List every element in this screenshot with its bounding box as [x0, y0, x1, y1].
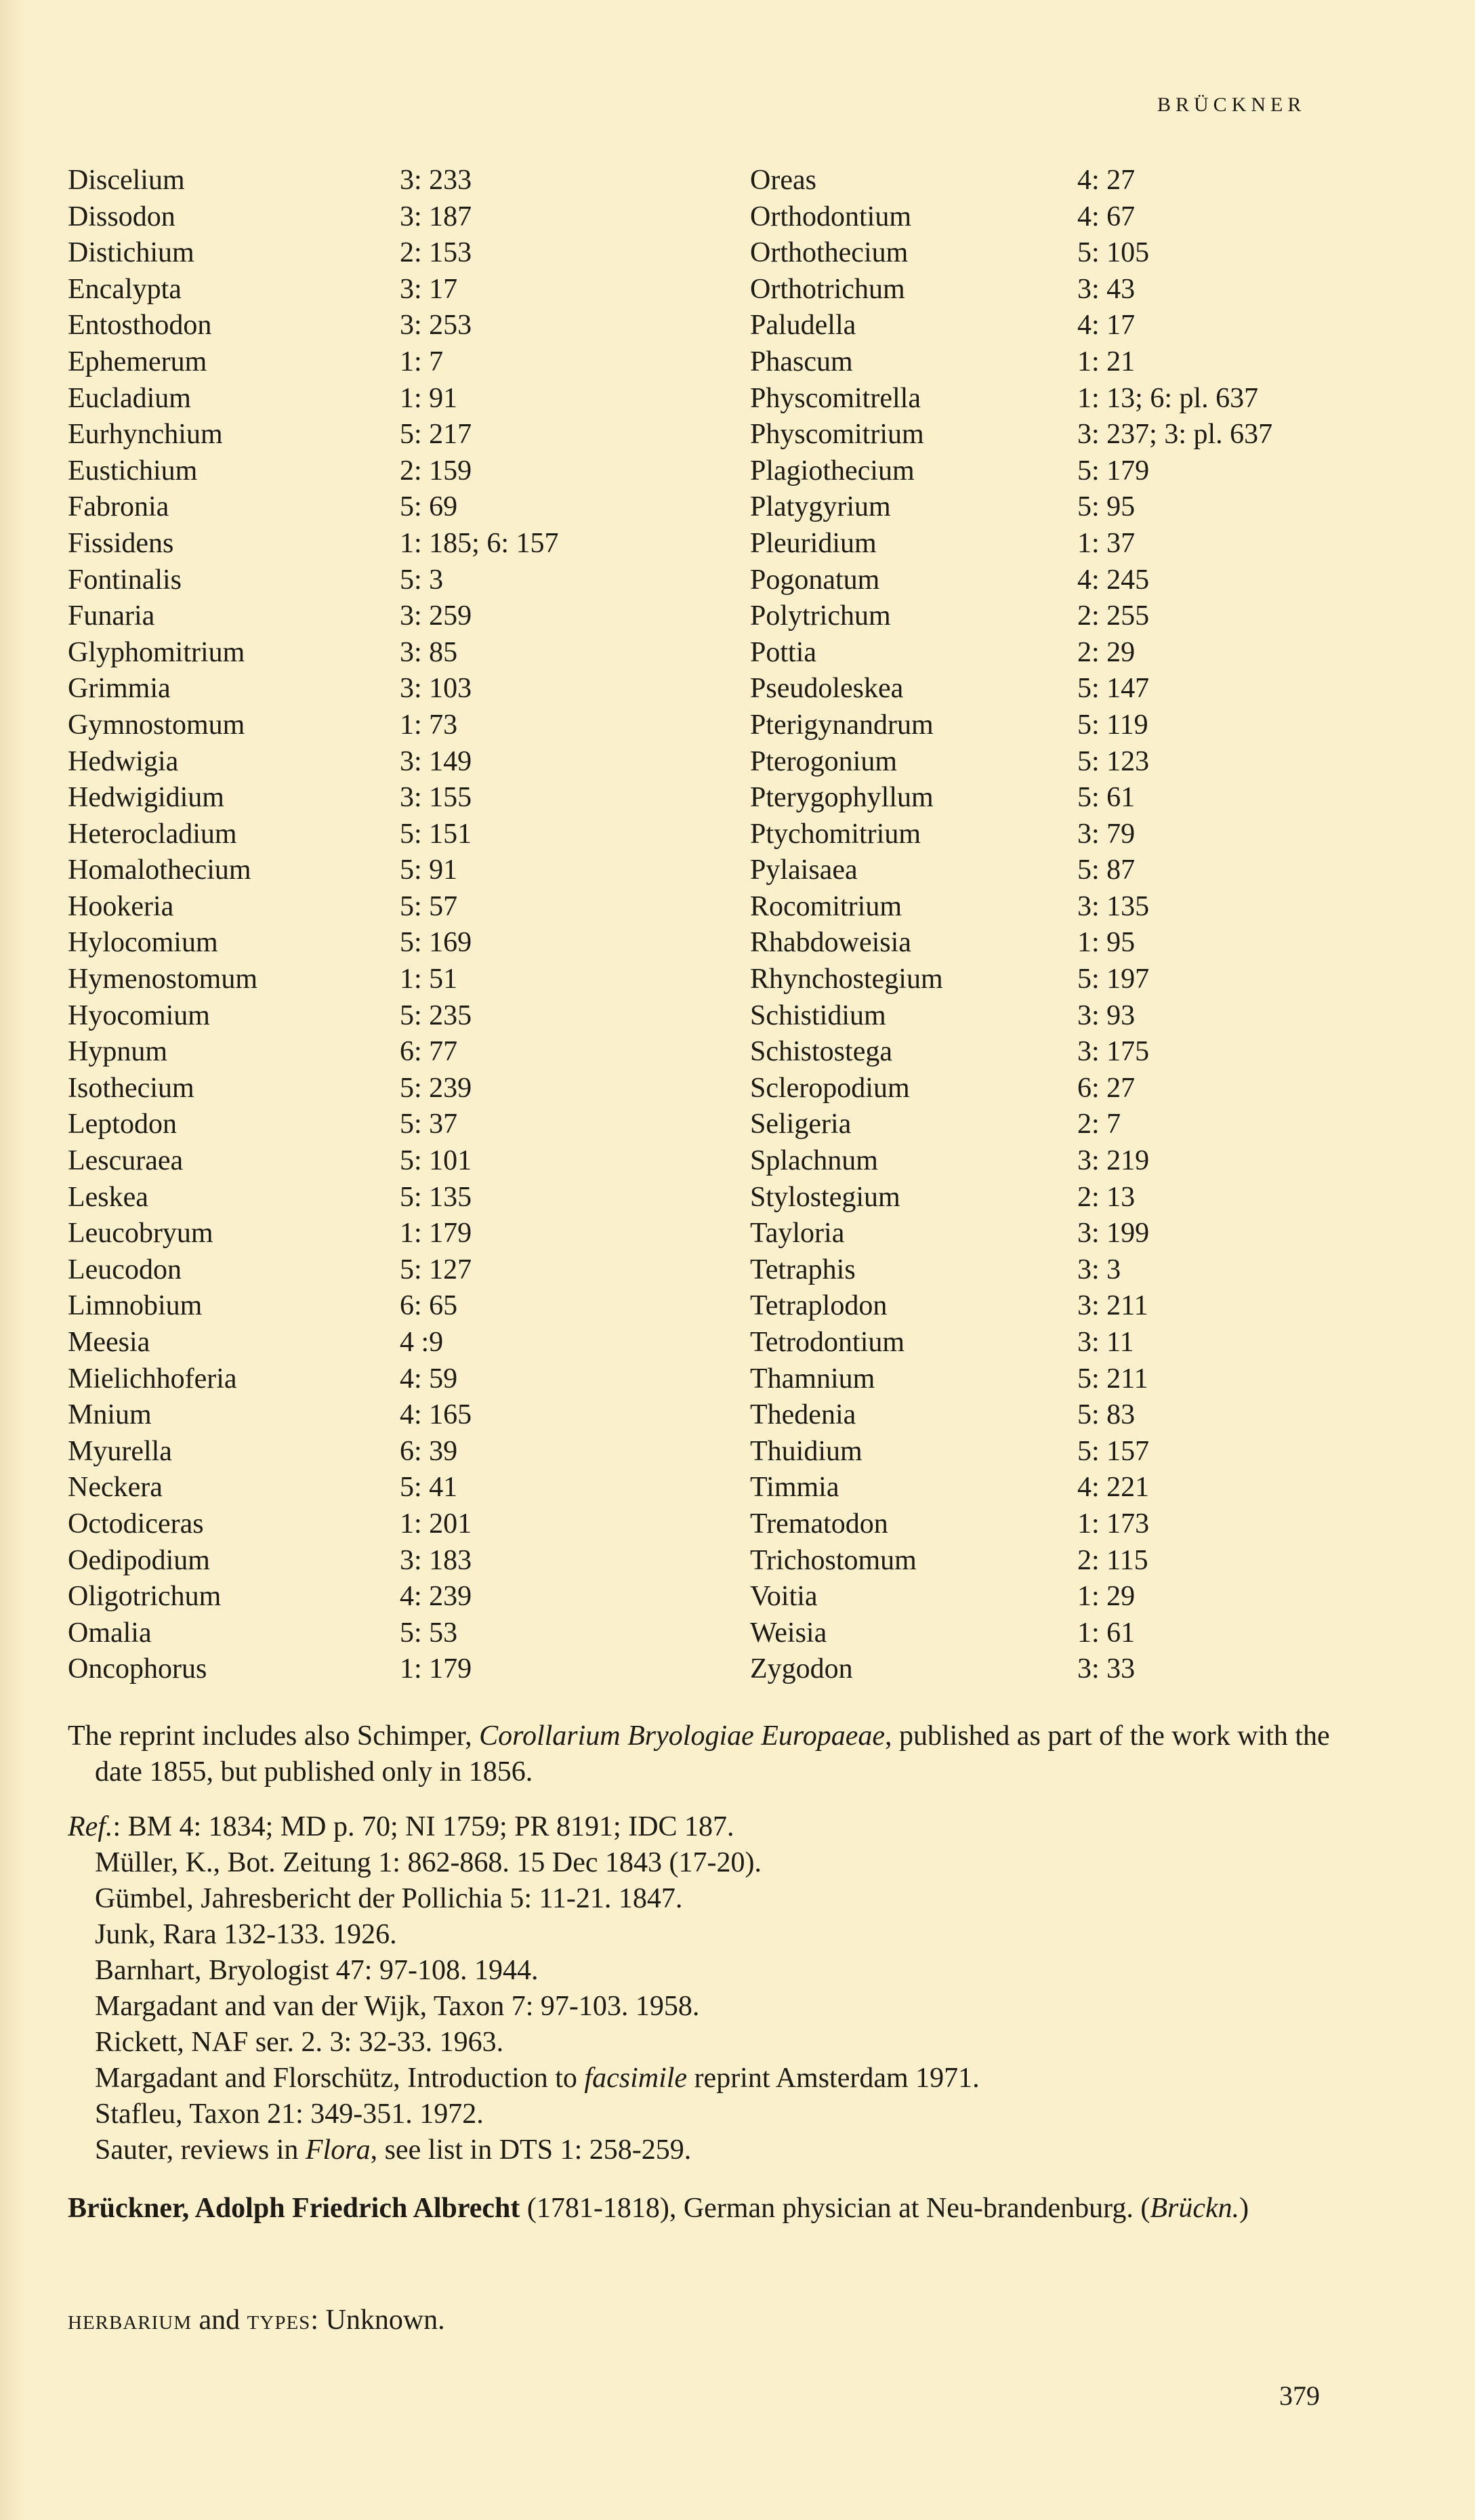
- volume-page-ref: 5: 95: [1077, 491, 1136, 523]
- volume-page-ref: 3: 33: [1077, 1653, 1136, 1685]
- volume-page-ref: 1: 185; 6: 157: [400, 527, 559, 559]
- index-entry: [750, 199, 1428, 236]
- volume-page-ref: 3: 3: [1077, 1254, 1121, 1285]
- genus-name: Leucobryum: [68, 1218, 213, 1249]
- index-entry: [68, 1361, 678, 1398]
- index-entry: [68, 1071, 678, 1107]
- volume-page-ref: 3: 43: [1077, 273, 1136, 305]
- reference-line: Barnhart, Bryologist 47: 97-108. 1944.: [95, 1955, 539, 1986]
- volume-page-ref: 2: 159: [400, 455, 472, 487]
- ref-first-line: [68, 1809, 980, 1845]
- genus-name: Orthotrichum: [750, 273, 905, 305]
- index-entry: [68, 1434, 678, 1470]
- genus-name: Physcomitrium: [750, 419, 924, 451]
- index-entry: [750, 707, 1428, 744]
- genus-name: Dissodon: [68, 201, 175, 232]
- index-entry: [68, 707, 678, 744]
- genus-name: Isothecium: [68, 1072, 194, 1104]
- volume-page-ref: 4: 67: [1077, 201, 1136, 232]
- volume-page-ref: 5: 83: [1077, 1399, 1136, 1431]
- index-entry: [68, 199, 678, 236]
- genus-name: Meesia: [68, 1327, 150, 1358]
- index-entry: [68, 635, 678, 672]
- genus-name: Paludella: [750, 310, 856, 342]
- volume-page-ref: 1: 37: [1077, 527, 1136, 559]
- genus-name: Orthothecium: [750, 237, 909, 269]
- index-entry: [750, 671, 1428, 707]
- index-entry: [750, 562, 1428, 599]
- genus-name: Weisia: [750, 1617, 827, 1649]
- genus-name: Limnobium: [68, 1290, 203, 1322]
- index-entry: [750, 1325, 1428, 1361]
- index-entry: [68, 817, 678, 853]
- index-entry: [68, 1252, 678, 1289]
- volume-page-ref: 5: 127: [400, 1254, 472, 1285]
- volume-page-ref: 5: 135: [400, 1181, 472, 1213]
- genus-name: Glyphomitrium: [68, 636, 245, 668]
- references-list: [68, 1809, 980, 2168]
- volume-page-ref: 5: 41: [400, 1472, 458, 1504]
- genus-name: Lescuraea: [68, 1145, 184, 1177]
- volume-page-ref: 2: 7: [1077, 1109, 1121, 1140]
- index-entry: [68, 1034, 678, 1071]
- index-entry: [68, 344, 678, 381]
- genus-name: Entosthodon: [68, 310, 212, 342]
- genus-name: Myurella: [68, 1435, 172, 1467]
- genus-name: Leskea: [68, 1181, 148, 1213]
- index-entry: [68, 1543, 678, 1579]
- volume-page-ref: 5: 123: [1077, 745, 1150, 777]
- volume-page-ref: 5: 235: [400, 999, 472, 1031]
- volume-page-ref: 5: 53: [400, 1617, 458, 1649]
- index-entry: [750, 744, 1428, 781]
- volume-page-ref: 4: 27: [1077, 165, 1136, 196]
- volume-page-ref: 1: 61: [1077, 1617, 1136, 1649]
- index-entry: [68, 453, 678, 490]
- genus-name: Oedipodium: [68, 1544, 210, 1576]
- volume-page-ref: 2: 29: [1077, 636, 1136, 668]
- index-entry: [750, 1506, 1428, 1543]
- volume-page-ref: 3: 149: [400, 745, 472, 777]
- index-entry: [68, 1579, 678, 1615]
- genus-name: Neckera: [68, 1472, 163, 1504]
- index-entry: [68, 1288, 678, 1325]
- volume-page-ref: 5: 147: [1077, 673, 1150, 705]
- volume-page-ref: 3: 135: [1077, 890, 1150, 922]
- genus-name: Thedenia: [750, 1399, 856, 1431]
- genus-index-left-column: [68, 163, 678, 1688]
- genus-name: Eustichium: [68, 455, 198, 487]
- ref-text: Margadant and Florschütz, Introduction to: [95, 2063, 585, 2094]
- volume-page-ref: 3: 233: [400, 165, 472, 196]
- genus-name: Voitia: [750, 1581, 818, 1613]
- volume-page-ref: 4: 245: [1077, 564, 1150, 596]
- volume-page-ref: 5: 119: [1077, 709, 1148, 741]
- genus-name: Hyocomium: [68, 999, 210, 1031]
- genus-name: Trematodon: [750, 1508, 888, 1540]
- volume-page-ref: 1: 51: [400, 964, 458, 995]
- genus-name: Phascum: [750, 346, 853, 377]
- index-entry: [750, 453, 1428, 490]
- index-entry: [750, 1107, 1428, 1143]
- volume-page-ref: 5: 87: [1077, 854, 1136, 886]
- genus-name: Thamnium: [750, 1363, 875, 1395]
- index-entry: [750, 1143, 1428, 1180]
- index-entry: [68, 381, 678, 417]
- genus-name: Encalypta: [68, 273, 182, 305]
- genus-index-right-column: [750, 163, 1428, 1688]
- index-entry: [68, 671, 678, 707]
- index-entry: [750, 1470, 1428, 1506]
- ref-text: , see list in DTS 1: 258-259.: [370, 2134, 692, 2166]
- genus-name: Heterocladium: [68, 818, 237, 850]
- volume-page-ref: 3: 187: [400, 201, 472, 232]
- ref-first-text: : BM 4: 1834; MD p. 70; NI 1759; PR 8191; IDC 187.: [112, 1811, 734, 1842]
- reference-line: Stafleu, Taxon 21: 349-351. 1972.: [95, 2099, 484, 2130]
- volume-page-ref: 5: 105: [1077, 237, 1150, 269]
- volume-page-ref: 1: 73: [400, 709, 458, 741]
- index-entry: [68, 1615, 678, 1652]
- genus-name: Ephemerum: [68, 346, 207, 377]
- genus-name: Eurhynchium: [68, 419, 223, 451]
- reference-line-sauter: [68, 2132, 980, 2168]
- volume-page-ref: 5: 211: [1077, 1363, 1148, 1395]
- genus-name: Rocomitrium: [750, 890, 902, 922]
- index-entry: [750, 381, 1428, 417]
- genus-name: Funaria: [68, 600, 155, 632]
- volume-page-ref: 1: 173: [1077, 1508, 1150, 1540]
- biography-close: ): [1239, 2193, 1249, 2224]
- index-entry: [68, 1470, 678, 1506]
- index-entry: [68, 744, 678, 781]
- genus-name: Fabronia: [68, 491, 169, 523]
- reference-line: Rickett, NAF ser. 2. 3: 32-33. 1963.: [95, 2027, 504, 2058]
- index-entry: [750, 163, 1428, 199]
- genus-name: Oligotrichum: [68, 1581, 222, 1613]
- volume-page-ref: 2: 13: [1077, 1181, 1136, 1213]
- volume-page-ref: 5: 239: [400, 1072, 472, 1104]
- index-entry: [750, 1034, 1428, 1071]
- ref-italic: facsimile: [584, 2063, 688, 2094]
- volume-page-ref: 5: 101: [400, 1145, 472, 1177]
- index-entry: [750, 852, 1428, 889]
- index-entry: [68, 1216, 678, 1252]
- reference-line: Müller, K., Bot. Zeitung 1: 862-868. 15 Dec 1843 (17-20).: [95, 1847, 762, 1878]
- index-entry: [68, 1651, 678, 1688]
- volume-page-ref: 5: 3: [400, 564, 444, 596]
- index-entry: [750, 925, 1428, 962]
- index-entry: [750, 598, 1428, 635]
- note-text-end: , published as part of the work with the date 1855, but published only in 1856.: [95, 1720, 1330, 1788]
- running-head: BRÜCKNER: [1157, 94, 1306, 116]
- genus-name: Hookeria: [68, 890, 174, 922]
- genus-name: Octodiceras: [68, 1508, 204, 1540]
- note-text: The reprint includes also Schimper,: [68, 1720, 480, 1752]
- genus-name: Pterygophyllum: [750, 782, 934, 814]
- genus-name: Distichium: [68, 237, 194, 269]
- ref-label: Ref.: [68, 1811, 113, 1842]
- index-entry: [68, 1143, 678, 1180]
- genus-name: Tetraphis: [750, 1254, 856, 1285]
- biography-entry: [68, 2190, 1335, 2227]
- reprint-note: [68, 1718, 1335, 1790]
- volume-page-ref: 3: 155: [400, 782, 472, 814]
- genus-name: Homalothecium: [68, 854, 251, 886]
- index-entry: [750, 998, 1428, 1035]
- volume-page-ref: 4: 239: [400, 1581, 472, 1613]
- genus-name: Stylostegium: [750, 1181, 900, 1213]
- volume-page-ref: 6: 27: [1077, 1072, 1136, 1104]
- page-edge-shadow: [0, 0, 27, 2520]
- genus-name: Fissidens: [68, 527, 174, 559]
- genus-name: Physcomitrella: [750, 382, 921, 414]
- volume-page-ref: 3: 103: [400, 673, 472, 705]
- volume-page-ref: 3: 259: [400, 600, 472, 632]
- genus-name: Oncophorus: [68, 1653, 207, 1685]
- volume-page-ref: 1: 201: [400, 1508, 472, 1540]
- genus-name: Grimmia: [68, 673, 171, 705]
- index-entry: [750, 1216, 1428, 1252]
- genus-name: Discelium: [68, 165, 185, 196]
- volume-page-ref: 1: 91: [400, 382, 458, 414]
- genus-name: Hypnum: [68, 1036, 167, 1068]
- note-italic-title: Corollarium Bryologiae Europaeae: [479, 1720, 885, 1752]
- volume-page-ref: 3: 175: [1077, 1036, 1150, 1068]
- volume-page-ref: 5: 217: [400, 419, 472, 451]
- genus-name: Plagiothecium: [750, 455, 915, 487]
- genus-name: Tetraplodon: [750, 1290, 888, 1322]
- index-entry: [68, 1506, 678, 1543]
- volume-page-ref: 2: 255: [1077, 600, 1150, 632]
- volume-page-ref: 3: 237; 3: pl. 637: [1077, 419, 1273, 451]
- genus-name: Scleropodium: [750, 1072, 910, 1104]
- genus-name: Gymnostomum: [68, 709, 245, 741]
- index-entry: [68, 962, 678, 998]
- volume-page-ref: 1: 21: [1077, 346, 1136, 377]
- volume-page-ref: 4 :9: [400, 1327, 444, 1358]
- index-entry: [750, 1543, 1428, 1579]
- index-entry: [750, 526, 1428, 562]
- index-entry: [750, 1579, 1428, 1615]
- ref-text: Sauter, reviews in: [95, 2134, 306, 2166]
- index-entry: [68, 308, 678, 344]
- volume-page-ref: 4: 17: [1077, 310, 1136, 342]
- volume-page-ref: 3: 79: [1077, 818, 1136, 850]
- index-entry: [68, 852, 678, 889]
- volume-page-ref: 5: 157: [1077, 1435, 1150, 1467]
- volume-page-ref: 6: 39: [400, 1435, 458, 1467]
- index-entry: [750, 344, 1428, 381]
- index-entry: [750, 1252, 1428, 1289]
- genus-name: Hedwigia: [68, 745, 179, 777]
- volume-page-ref: 1: 13; 6: pl. 637: [1077, 382, 1259, 414]
- volume-page-ref: 2: 115: [1077, 1544, 1148, 1576]
- index-entry: [750, 1615, 1428, 1652]
- volume-page-ref: 3: 199: [1077, 1218, 1150, 1249]
- volume-page-ref: 4: 59: [400, 1363, 458, 1395]
- volume-page-ref: 1: 179: [400, 1653, 472, 1685]
- index-entry: [68, 889, 678, 926]
- volume-page-ref: 3: 183: [400, 1544, 472, 1576]
- genus-name: Pterogonium: [750, 745, 897, 777]
- volume-page-ref: 4: 165: [400, 1399, 472, 1431]
- reference-line: Gümbel, Jahresbericht der Pollichia 5: 11-21. 1847.: [95, 1883, 683, 1914]
- volume-page-ref: 3: 85: [400, 636, 458, 668]
- index-entry: [750, 817, 1428, 853]
- genus-name: Fontinalis: [68, 564, 182, 596]
- herbarium-line: [68, 2304, 445, 2336]
- index-entry: [68, 1325, 678, 1361]
- genus-name: Splachnum: [750, 1145, 878, 1177]
- genus-name: Leucodon: [68, 1254, 182, 1285]
- index-entry: [68, 780, 678, 817]
- index-entry: [750, 1180, 1428, 1216]
- volume-page-ref: 5: 61: [1077, 782, 1136, 814]
- genus-name: Orthodontium: [750, 201, 911, 232]
- volume-page-ref: 5: 169: [400, 927, 472, 959]
- reprint-note-paragraph: [68, 1718, 1335, 1790]
- genus-name: Pleuridium: [750, 527, 877, 559]
- index-entry: [750, 489, 1428, 526]
- volume-page-ref: 6: 65: [400, 1290, 458, 1322]
- volume-page-ref: 5: 69: [400, 491, 458, 523]
- index-entry: [750, 1397, 1428, 1434]
- volume-page-ref: 4: 221: [1077, 1472, 1150, 1504]
- genus-name: Ptychomitrium: [750, 818, 921, 850]
- herbarium-and: and: [192, 2305, 247, 2336]
- index-entry: [750, 962, 1428, 998]
- genus-name: Zygodon: [750, 1653, 853, 1685]
- genus-name: Mnium: [68, 1399, 152, 1431]
- volume-page-ref: 1: 29: [1077, 1581, 1136, 1613]
- index-entry: [68, 417, 678, 453]
- volume-page-ref: 5: 37: [400, 1109, 458, 1140]
- genus-name: Eucladium: [68, 382, 191, 414]
- genus-name: Hylocomium: [68, 927, 218, 959]
- herbarium-value: : Unknown.: [310, 2305, 445, 2336]
- genus-name: Pogonatum: [750, 564, 880, 596]
- volume-page-ref: 3: 17: [400, 273, 458, 305]
- index-entry: [750, 1071, 1428, 1107]
- ref-italic: Flora: [305, 2134, 371, 2166]
- reference-line: Margadant and van der Wijk, Taxon 7: 97-103. 1958.: [95, 1991, 700, 2022]
- index-entry: [750, 1651, 1428, 1688]
- genus-name: Timmia: [750, 1472, 839, 1504]
- volume-page-ref: 5: 57: [400, 890, 458, 922]
- index-entry: [750, 889, 1428, 926]
- index-entry: [68, 526, 678, 562]
- genus-name: Schistidium: [750, 999, 886, 1031]
- genus-name: Pylaisaea: [750, 854, 858, 886]
- index-entry: [68, 598, 678, 635]
- index-entry: [68, 163, 678, 199]
- herbarium-label: herbarium: [68, 2305, 192, 2336]
- page-number: 379: [1279, 2380, 1320, 2411]
- volume-page-ref: 5: 197: [1077, 964, 1150, 995]
- genus-name: Leptodon: [68, 1109, 177, 1140]
- genus-name: Rhabdoweisia: [750, 927, 911, 959]
- index-entry: [68, 998, 678, 1035]
- genus-name: Tayloria: [750, 1218, 845, 1249]
- genus-name: Pottia: [750, 636, 817, 668]
- genus-name: Hedwigidium: [68, 782, 224, 814]
- ref-text: reprint Amsterdam 1971.: [687, 2063, 980, 2094]
- volume-page-ref: 3: 211: [1077, 1290, 1148, 1322]
- genus-name: Rhynchostegium: [750, 964, 943, 995]
- genus-name: Seligeria: [750, 1109, 852, 1140]
- volume-page-ref: 1: 7: [400, 346, 444, 377]
- volume-page-ref: 3: 11: [1077, 1327, 1134, 1358]
- index-entry: [750, 635, 1428, 672]
- index-entry: [750, 780, 1428, 817]
- genus-name: Platygyrium: [750, 491, 891, 523]
- index-entry: [68, 1397, 678, 1434]
- index-entry: [750, 1361, 1428, 1398]
- index-entry: [750, 1434, 1428, 1470]
- genus-name: Polytrichum: [750, 600, 891, 632]
- index-entry: [750, 417, 1428, 453]
- biography-text: (1781-1818), German physician at Neu-brandenburg. (: [520, 2193, 1150, 2224]
- genus-name: Schistostega: [750, 1036, 892, 1068]
- index-entry: [68, 235, 678, 272]
- index-entry: [750, 308, 1428, 344]
- volume-page-ref: 5: 91: [400, 854, 458, 886]
- index-entry: [750, 1288, 1428, 1325]
- genus-name: Tetrodontium: [750, 1327, 905, 1358]
- index-entry: [68, 489, 678, 526]
- volume-page-ref: 5: 179: [1077, 455, 1150, 487]
- genus-name: Pseudoleskea: [750, 673, 904, 705]
- volume-page-ref: 5: 151: [400, 818, 472, 850]
- volume-page-ref: 2: 153: [400, 237, 472, 269]
- volume-page-ref: 1: 179: [400, 1218, 472, 1249]
- volume-page-ref: 6: 77: [400, 1036, 458, 1068]
- index-entry: [68, 562, 678, 599]
- genus-name: Mielichhoferia: [68, 1363, 237, 1395]
- genus-name: Oreas: [750, 165, 816, 196]
- index-entry: [750, 235, 1428, 272]
- volume-page-ref: 3: 93: [1077, 999, 1136, 1031]
- reference-line-facsimile: [68, 2061, 980, 2096]
- index-entry: [750, 272, 1428, 308]
- index-entry: [68, 1107, 678, 1143]
- genus-name: Hymenostomum: [68, 964, 257, 995]
- volume-page-ref: 1: 95: [1077, 927, 1136, 959]
- biography-name: Brückner, Adolph Friedrich Albrecht: [68, 2193, 520, 2224]
- volume-page-ref: 3: 253: [400, 310, 472, 342]
- index-entry: [68, 1180, 678, 1216]
- volume-page-ref: 3: 219: [1077, 1145, 1150, 1177]
- genus-name: Trichostomum: [750, 1544, 917, 1576]
- reference-line: Junk, Rara 132-133. 1926.: [95, 1919, 397, 1950]
- genus-name: Pterigynandrum: [750, 709, 934, 741]
- author-abbreviation: Brückn.: [1150, 2193, 1240, 2224]
- index-entry: [68, 925, 678, 962]
- types-label: types: [247, 2305, 311, 2336]
- index-entry: [68, 272, 678, 308]
- genus-name: Thuidium: [750, 1435, 863, 1467]
- genus-name: Omalia: [68, 1617, 152, 1649]
